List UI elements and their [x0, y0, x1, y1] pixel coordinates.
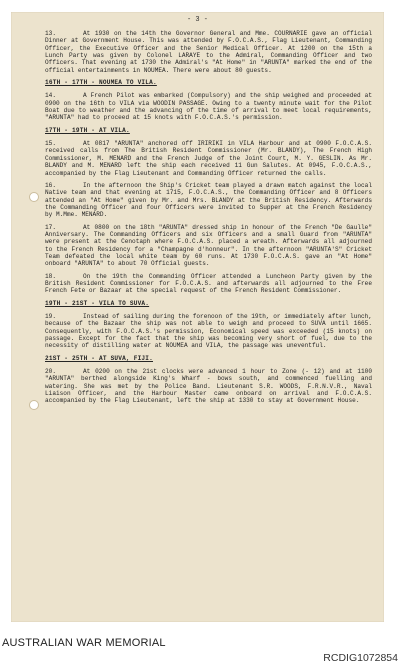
paragraph-number: 18.: [45, 272, 56, 280]
paragraph-text: At 0817 "ARUNTA" anchored off IRIRIKI in VILA Harbour and at 0900 F.O.C.A.S. received calls from The British Resident Commissioner (Mr. BLANDY), The French High Commissioner, M. MENARD and the French Judge of the Joint Court, M. Y. GESLIN. As Mr. BLANDY and M. MENARD left the ship each received 11 Gun Salutes. At 0945, F.O.C.A.S., accompanied by the Flag Lieutenant and Commanding Officer returned the calls.: [45, 140, 372, 177]
section-heading: 17TH - 19TH - AT VILA.: [45, 126, 130, 134]
document-page: [11, 12, 384, 622]
organization-label: AUSTRALIAN WAR MEMORIAL: [2, 637, 166, 649]
archive-footer: [0, 622, 404, 666]
paragraph: [45, 273, 372, 295]
paragraph: [45, 30, 372, 74]
paragraph: [45, 92, 372, 121]
paragraph-text: Instead of sailing during the forenoon of the 19th, or immediately after lunch, because of the Bazaar the ship was not able to weigh and proceed to SUVA until 1665. Consequently, with F.O.C.A.S.'s permission, Economical speed was exceeded (15 knots) on passage. Except for the fact that the ship was becoming very short of fuel, due to the necessity of distilling water at NOUMEA and VILA, the passage was uneventful.: [45, 313, 372, 350]
paragraph-number: 20.: [45, 368, 56, 376]
paragraph-number: 17.: [45, 223, 56, 231]
paragraph-number: 15.: [45, 140, 56, 148]
paragraph-text: On the 19th the Commanding Officer attended a Luncheon Party given by the British Resident Commissioner for F.O.C.A.S. and afterwards all adjourned to the Free French Fete or Bazaar at the special request of the French Resident Commissioner.: [45, 272, 372, 295]
section-heading: 21ST - 25TH - AT SUVA, FIJI.: [45, 354, 153, 362]
paragraph-number: 16.: [45, 181, 56, 189]
paragraph-text: At 1930 on the 14th the Governor General and Mme. COURNARIE gave an official Dinner at Government House. This was attended by F.O.C.A.S., Flag Lieutenant, Commanding Officer, the Executive Officer and the Senior Medical Officer. At 1200 on the 15th a Lunch Party was given by Colonel LARAYE to the Admiral, Commanding Officer and two Officers. That evening at 1730 the Admiral's "At Home" in "ARUNTA" marked the end of the official entertainments in NOUMEA. There were about 80 guests.: [45, 30, 372, 74]
paragraph-text: A French Pilot was embarked (Compulsory) and the ship weighed and proceeded at 0900 on the 16th to VILA via WOODIN PASSAGE. Owing to a twenty minute wait for the Pilot Boat due to weather and the advancing of the time of arrival to meet local requirements, "ARUNTA" had to proceed at 15 knots with F.O.C.A.S.'s permission.: [45, 92, 372, 122]
paragraph-number: 19.: [45, 313, 56, 320]
document-body: [45, 30, 372, 410]
section-heading: 19TH - 21ST - VILA TO SUVA.: [45, 299, 150, 307]
paragraph: [45, 182, 372, 219]
paragraph-number: 14.: [45, 92, 56, 100]
paragraph: [45, 313, 372, 350]
paragraph-text: In the afternoon the Ship's Cricket team played a drawn match against the local Native team and that evening at 1715, F.O.C.A.S., the Commanding Officer and 8 Officers attended an "At Home" given by Mr. and Mrs. BLANDY at the British Residency. Afterwards the Commanding Officer and four Officers were invited to Supper at the French Residency by M.Mme. MENARD.: [45, 181, 372, 219]
reference-code: RCDIG1072854: [323, 652, 398, 664]
paragraph: [45, 368, 372, 405]
paragraph-number: 13.: [45, 30, 56, 37]
section-heading: 16TH - 17TH - NOUMEA TO VILA.: [45, 79, 157, 87]
paragraph-text: At 0800 on the 18th "ARUNTA" dressed ship in honour of the French "De Gaulle" Anniversary. The Commanding Officers and six Officers and a small Guard from "ARUNTA" were present at the Cenotaph where F.O.C.A.S. placed a wreath. Afterwards all adjourned to the French Residency for a "Champagne d'honneur". In the afternoon "ARUNTA'S" Cricket Team defeated the local white team by 60 runs. At 1730 F.O.C.A.S. gave an "At Home" onboard "ARUNTA" to about 70 Official guests.: [45, 223, 372, 268]
paragraph: [45, 140, 372, 177]
paragraph-text: At 0200 on the 21st clocks were advanced 1 hour to Zone (- 12) and at 1100 "ARUNTA" berthed alongside King's Wharf - bows south, and commenced fuelling and watering. She was met by the Police Band. Lieutenant S.R. WOODS, F.R.N.V.R., Naval Liaison Officer, and the Harbour Master came onboard on arrival and F.O.C.A.S. accompanied by the Flag Lieutenant, left the ship at 1330 to stay at Government House.: [45, 368, 372, 405]
page-number: - 3 -: [186, 16, 208, 24]
paragraph: [45, 224, 372, 268]
